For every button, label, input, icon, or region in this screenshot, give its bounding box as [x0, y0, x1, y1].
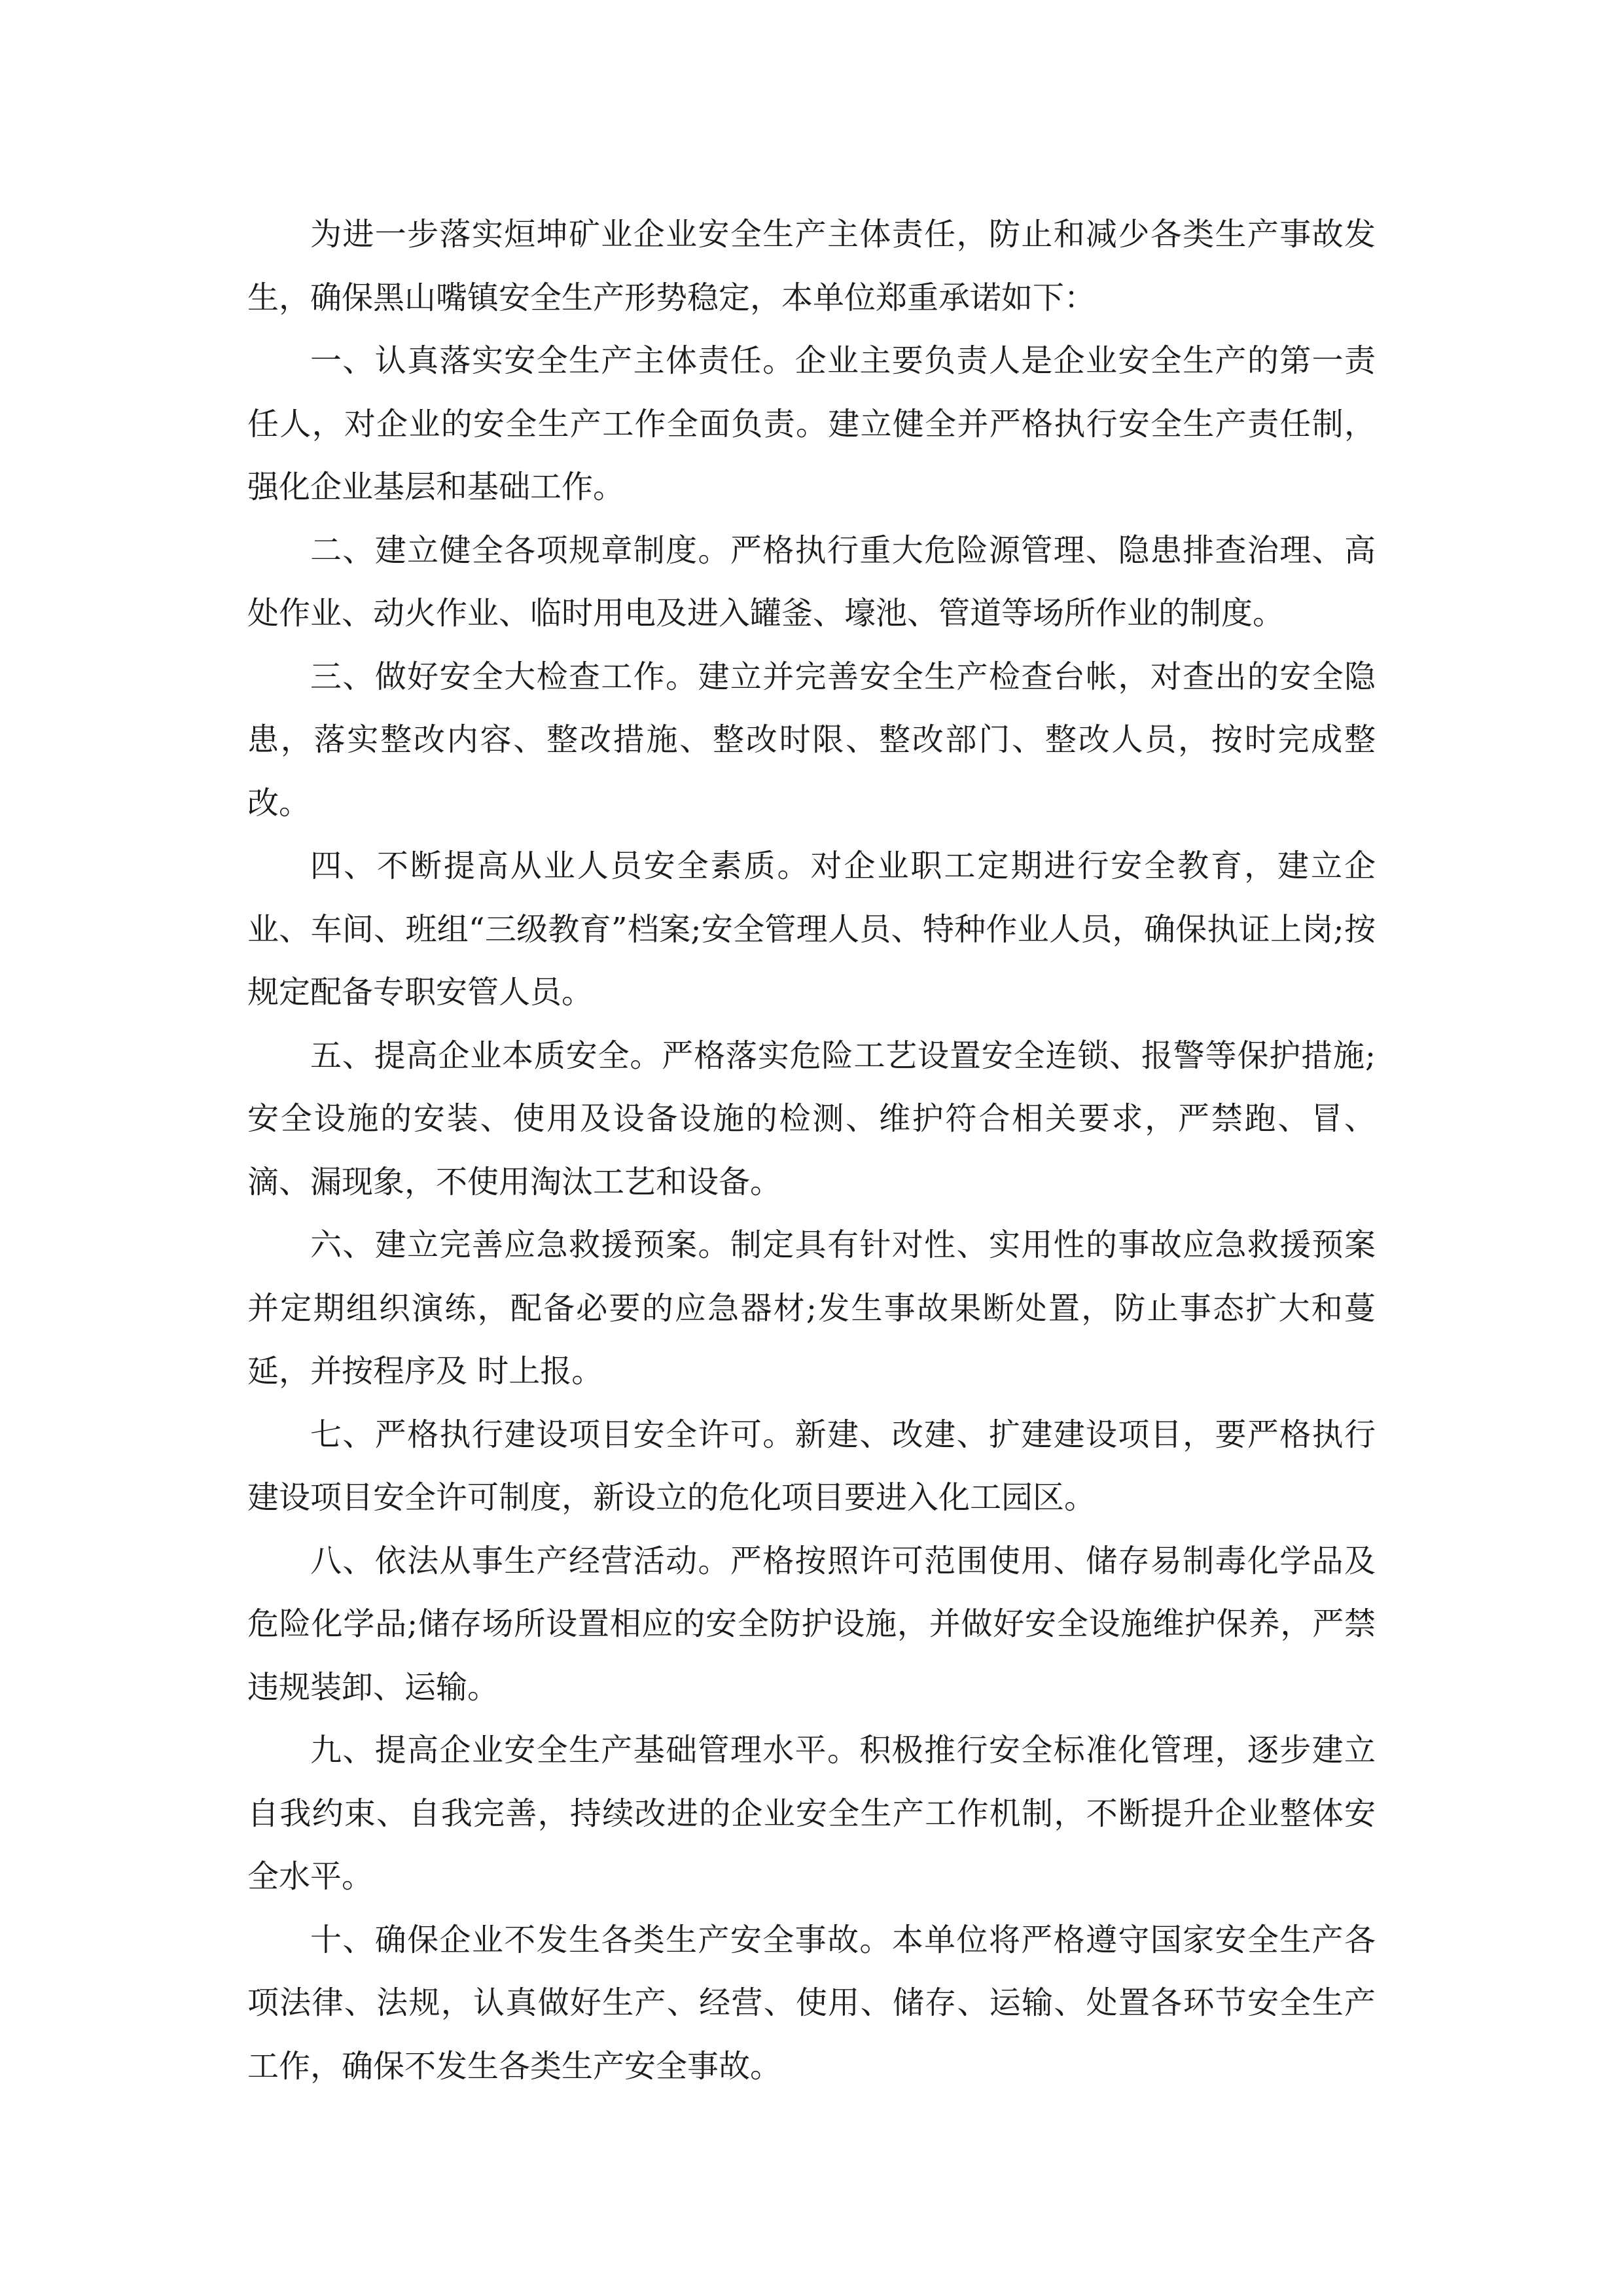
commitment-item-8: 八、依法从事生产经营活动。严格按照许可范围使用、储存易制毒化学品及危险化学品;储存场所设置相应的安全防护设施，并做好安全设施维护保养，严禁违规装卸、运输。 — [247, 1542, 1376, 1706]
commitment-item-7: 七、严格执行建设项目安全许可。新建、改建、扩建建设项目，要严格执行建设项目安全许可制度，新设立的危化项目要进入化工园区。 — [247, 1416, 1376, 1516]
commitment-item-4: 四、不断提高从业人员安全素质。对企业职工定期进行安全教育，建立企业、车间、班组“三级教育”档案;安全管理人员、特种作业人员，确保执证上岗;按规定配备专职安管人员。 — [247, 848, 1376, 1011]
commitment-item-6: 六、建立完善应急救援预案。制定具有针对性、实用性的事故应急救援预案并定期组织演练，配备必要的应急器材;发生事故果断处置，防止事态扩大和蔓延，并按程序及 时上报。 — [247, 1227, 1376, 1390]
commitment-item-9: 九、提高企业安全生产基础管理水平。积极推行安全标准化管理，逐步建立自我约束、自我完善，持续改进的企业安全生产工作机制，不断提升企业整体安全水平。 — [247, 1732, 1376, 1895]
document-body — [247, 203, 1376, 2098]
commitment-item-1: 一、认真落实安全生产主体责任。企业主要负责人是企业安全生产的第一责任人，对企业的安全生产工作全面负责。建立健全并严格执行安全生产责任制，强化企业基层和基础工作。 — [247, 342, 1376, 505]
commitment-item-5: 五、提高企业本质安全。严格落实危险工艺设置安全连锁、报警等保护措施;安全设施的安装、使用及设备设施的检测、维护符合相关要求，严禁跑、冒、滴、漏现象，不使用淘汰工艺和设备。 — [247, 1037, 1376, 1200]
commitment-item-3: 三、做好安全大检查工作。建立并完善安全生产检查台帐，对查出的安全隐患，落实整改内容、整改措施、整改时限、整改部门、整改人员，按时完成整改。 — [247, 658, 1376, 821]
commitment-item-10: 十、确保企业不发生各类生产安全事故。本单位将严格遵守国家安全生产各项法律、法规，认真做好生产、经营、使用、储存、运输、处置各环节安全生产工作，确保不发生各类生产安全事故。 — [247, 1921, 1376, 2085]
commitment-item-2: 二、建立健全各项规章制度。严格执行重大危险源管理、隐患排查治理、高处作业、动火作业、临时用电及进入罐釜、壕池、管道等场所作业的制度。 — [247, 531, 1376, 632]
intro-paragraph: 为进一步落实烜坤矿业企业安全生产主体责任，防止和减少各类生产事故发生，确保黑山嘴镇安全生产形势稳定，本单位郑重承诺如下： — [247, 216, 1376, 316]
